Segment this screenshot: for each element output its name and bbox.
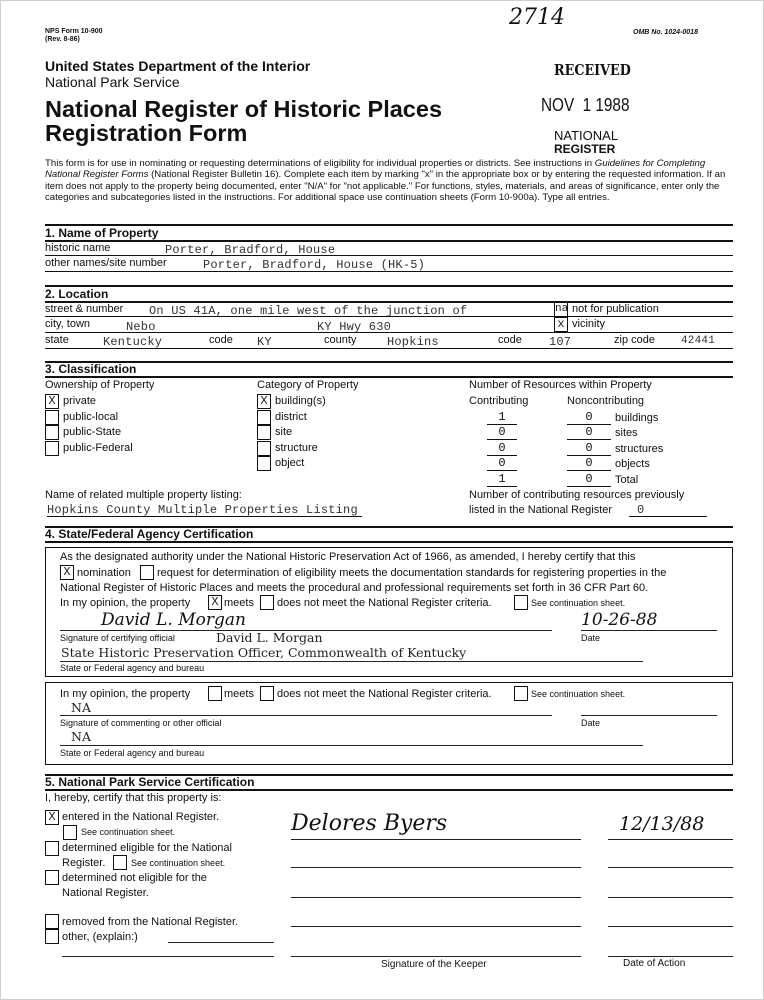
received-date: NOV 1 1988: [541, 95, 630, 115]
state-value[interactable]: Kentucky: [103, 335, 163, 349]
historic-name-label: historic name: [45, 242, 111, 254]
contributing-label: Contributing: [469, 395, 529, 407]
explain-line: [62, 956, 274, 957]
certification-text-3: National Register of Historic Places and meets the procedural and professional requirements set forth in 36 CFR Part 60.: [60, 582, 649, 594]
contributing-count[interactable]: 1: [487, 473, 517, 487]
signature-line: [291, 926, 581, 927]
entered-label: entered in the National Register.: [62, 811, 220, 823]
service-name: National Park Service: [45, 74, 180, 90]
date-line: [608, 926, 733, 927]
date-line: [608, 956, 733, 957]
category-checkbox[interactable]: [257, 456, 271, 471]
meets2-label: meets: [224, 688, 254, 700]
resource-type-label: objects: [615, 458, 650, 470]
does-not-meet2-label: does not meet the National Register criteria.: [277, 688, 492, 700]
ownership-checkbox[interactable]: [45, 410, 59, 425]
certifying-signature: David L. Morgan: [101, 610, 246, 630]
county-code-value[interactable]: 107: [549, 335, 572, 349]
page-title: National Register of Historic Places: [45, 96, 443, 122]
ownership-checkbox[interactable]: [45, 425, 59, 440]
date-of-action-label: Date of Action: [623, 958, 686, 969]
date-label: Date: [581, 633, 601, 643]
category-label: Category of Property: [257, 379, 359, 391]
divider: [45, 271, 733, 272]
divider: [45, 348, 733, 349]
agency-value[interactable]: State Historic Preservation Officer, Commonwealth of Kentucky: [61, 645, 467, 660]
noncontributing-count[interactable]: 0: [567, 473, 611, 487]
intro-text: This form is for use in nominating or requesting determinations of eligibility for individual properties or districts. See instructions in: [45, 158, 595, 169]
opinion-label: In my opinion, the property: [60, 597, 191, 609]
ownership-option-label: private: [63, 395, 97, 407]
certifying-date: 10-26-88: [581, 610, 658, 630]
nps-cert-intro: I, hereby, certify that this property is:: [45, 792, 222, 804]
does-not-meet-label: does not meet the National Register criteria.: [277, 597, 492, 609]
agency-line: [60, 661, 643, 662]
section-2-heading: 2. Location: [45, 287, 109, 301]
other-label: other, (explain:): [62, 931, 138, 943]
related-listing-value[interactable]: Hopkins County Multiple Properties Listing: [47, 504, 362, 517]
ownership-option-label: public-local: [63, 411, 119, 423]
category-checkbox[interactable]: X: [257, 394, 271, 409]
category-checkbox[interactable]: [257, 441, 271, 456]
other-names-value[interactable]: Porter, Bradford, House (HK-5): [203, 258, 426, 272]
county-code-label: code: [498, 334, 522, 346]
state-code-value[interactable]: KY: [257, 335, 272, 349]
see-continuation-1-checkbox[interactable]: [63, 825, 77, 840]
divider: [45, 332, 733, 333]
meets2-checkbox[interactable]: [208, 686, 222, 701]
eligible-checkbox[interactable]: [45, 841, 59, 856]
stamp-register: REGISTER: [554, 142, 616, 156]
page-subtitle: Registration Form: [45, 120, 248, 146]
form-number: NPS Form 10-900: [45, 28, 103, 35]
category-option-label: structure: [275, 442, 318, 454]
resource-type-label: structures: [615, 443, 664, 455]
zip-value[interactable]: 42441: [681, 335, 716, 347]
noncontributing-count[interactable]: 0: [567, 411, 611, 425]
intro-guidelines-title: Guidelines for Completing National Register Forms: [45, 158, 706, 181]
handwritten-number: 2714: [509, 5, 565, 30]
commenting-label: Signature of commenting or other official: [60, 718, 222, 728]
not-for-publication-checkbox[interactable]: na: [555, 303, 569, 315]
category-option-label: object: [275, 457, 305, 469]
ownership-option-label: public-Federal: [63, 442, 133, 454]
keeper-signature: Delores Byers: [291, 811, 448, 836]
opinion2-label: In my opinion, the property: [60, 688, 191, 700]
contributing-count[interactable]: 0: [487, 457, 517, 471]
not-eligible-checkbox[interactable]: [45, 870, 59, 885]
not-for-publication-label: not for publication: [572, 303, 659, 315]
section-5-heading: 5. National Park Service Certification: [45, 775, 255, 789]
category-option-label: district: [275, 411, 307, 423]
not-eligible-label-2: National Register.: [62, 887, 149, 899]
divider: [45, 361, 733, 363]
agency-label: State or Federal agency and bureau: [60, 663, 205, 673]
county-label: county: [324, 334, 357, 346]
continuation-label: See continuation sheet.: [531, 598, 626, 608]
divider: [45, 541, 733, 543]
category-option-label: site: [275, 426, 293, 438]
does-not-meet-checkbox[interactable]: [260, 595, 274, 610]
removed-checkbox[interactable]: [45, 914, 59, 929]
see-continuation-1-label: See continuation sheet.: [81, 827, 176, 837]
continuation2-label: See continuation sheet.: [531, 689, 626, 699]
certifying-official-name: David L. Morgan: [216, 630, 323, 645]
noncontributing-label: Noncontributing: [567, 395, 645, 407]
zip-label: zip code: [614, 334, 655, 346]
divider: [45, 255, 733, 256]
does-not-meet2-checkbox[interactable]: [260, 686, 274, 701]
city-value[interactable]: Nebo: [126, 320, 156, 334]
category-checkbox[interactable]: [257, 410, 271, 425]
ownership-checkbox[interactable]: [45, 441, 59, 456]
eligible-label-2: Register.: [62, 857, 106, 869]
date-line: [608, 867, 733, 868]
state-label: state: [45, 334, 69, 346]
signature-label: Signature of certifying official: [60, 633, 175, 643]
date-line: [581, 715, 717, 716]
noncontributing-count[interactable]: 0: [567, 426, 611, 440]
county-value[interactable]: Hopkins: [387, 335, 439, 349]
date-line: [608, 897, 733, 898]
request-label: request for determination of eligibility meets the documentation standards for registering properties in the: [157, 567, 667, 579]
other-names-label: other names/site number: [45, 257, 167, 269]
stamp-national: NATIONAL: [554, 128, 619, 143]
agency-line: [60, 745, 643, 746]
agency2-label: State or Federal agency and bureau: [60, 748, 205, 758]
previously-listed-label-2: listed in the National Register: [469, 504, 613, 516]
omb-number: OMB No. 1024-0018: [633, 29, 698, 36]
category-checkbox[interactable]: [257, 425, 271, 440]
eligible-label: determined eligible for the National: [62, 842, 232, 854]
nomination-label: nomination: [77, 567, 131, 579]
commenting-signature-value[interactable]: NA: [71, 700, 91, 715]
explain-line: [168, 942, 274, 943]
state-code-label: code: [209, 334, 233, 346]
meets-checkbox[interactable]: X: [208, 595, 222, 610]
nomination-checkbox[interactable]: X: [60, 565, 74, 580]
ownership-option-label: public-State: [63, 426, 122, 438]
ownership-checkbox[interactable]: X: [45, 394, 59, 409]
action-date: 12/13/88: [619, 813, 705, 835]
divider: [45, 285, 733, 287]
received-stamp: RECEIVED: [554, 61, 631, 79]
signature-line: [60, 715, 552, 716]
city-value-cont[interactable]: KY Hwy 630: [317, 320, 392, 334]
section-1-heading: 1. Name of Property: [45, 226, 159, 240]
continuation-checkbox[interactable]: [514, 595, 528, 610]
historic-name-value[interactable]: Porter, Bradford, House: [165, 243, 336, 257]
date-line: [581, 630, 717, 631]
see-continuation-2-checkbox[interactable]: [113, 855, 127, 870]
vicinity-checkbox[interactable]: x: [554, 317, 568, 332]
vicinity-label: vicinity: [572, 318, 606, 330]
department-name: United States Department of the Interior: [45, 58, 311, 74]
noncontributing-count[interactable]: 0: [567, 442, 611, 456]
agency2-value[interactable]: NA: [71, 729, 91, 744]
continuation2-checkbox[interactable]: [514, 686, 528, 701]
keeper-label: Signature of the Keeper: [381, 959, 487, 970]
street-label: street & number: [45, 303, 124, 315]
not-eligible-label: determined not eligible for the: [62, 872, 207, 884]
other-checkbox[interactable]: [45, 929, 59, 944]
meets-label: meets: [224, 597, 254, 609]
divider: [45, 240, 733, 242]
contributing-count[interactable]: 0: [487, 442, 517, 456]
contributing-count[interactable]: 1: [487, 411, 517, 425]
signature-line: [291, 867, 581, 868]
contributing-count[interactable]: 0: [487, 426, 517, 440]
section-4-heading: 4. State/Federal Agency Certification: [45, 527, 254, 541]
previously-listed-label: Number of contributing resources previously: [469, 489, 685, 501]
resource-type-label: sites: [615, 427, 638, 439]
ownership-label: Ownership of Property: [45, 379, 155, 391]
previously-listed-value[interactable]: 0: [629, 504, 707, 517]
related-listing-label: Name of related multiple property listing:: [45, 489, 242, 501]
form-revision: (Rev. 8-86): [45, 36, 80, 43]
category-option-label: building(s): [275, 395, 326, 407]
intro-text-cont: (National Register Bulletin 16). Complete each item by marking "x" in the appropriate box or by entering the requested information. If an item does not apply to the property being documented, enter "N/A" for "not applicable." For functions, styles, materials, and areas of significance, enter only the categories and subcategories listed in the instructions. For additional space use continuation sheets (Form 10-900a). Type all entries.: [45, 169, 726, 204]
date2-label: Date: [581, 718, 601, 728]
intro-paragraph: [45, 158, 735, 204]
resource-type-label: Total: [615, 474, 639, 486]
signature-line: [291, 956, 581, 957]
certification-text: As the designated authority under the National Historic Preservation Act of 1966, as amended, I hereby certify that this: [60, 551, 636, 563]
divider: [45, 316, 733, 317]
see-continuation-2-label: See continuation sheet.: [131, 858, 226, 868]
resource-type-label: buildings: [615, 412, 659, 424]
resources-label: Number of Resources within Property: [469, 379, 652, 391]
divider: [45, 789, 733, 791]
street-value[interactable]: On US 41A, one mile west of the junction of: [149, 304, 468, 318]
removed-label: removed from the National Register.: [62, 916, 239, 928]
date-line: [608, 839, 733, 840]
section-3-heading: 3. Classification: [45, 362, 137, 376]
signature-line: [291, 897, 581, 898]
signature-line: [291, 839, 581, 840]
city-label: city, town: [45, 318, 91, 330]
noncontributing-count[interactable]: 0: [567, 457, 611, 471]
request-checkbox[interactable]: [140, 565, 154, 580]
entered-checkbox[interactable]: X: [45, 810, 59, 825]
divider: [45, 376, 733, 378]
